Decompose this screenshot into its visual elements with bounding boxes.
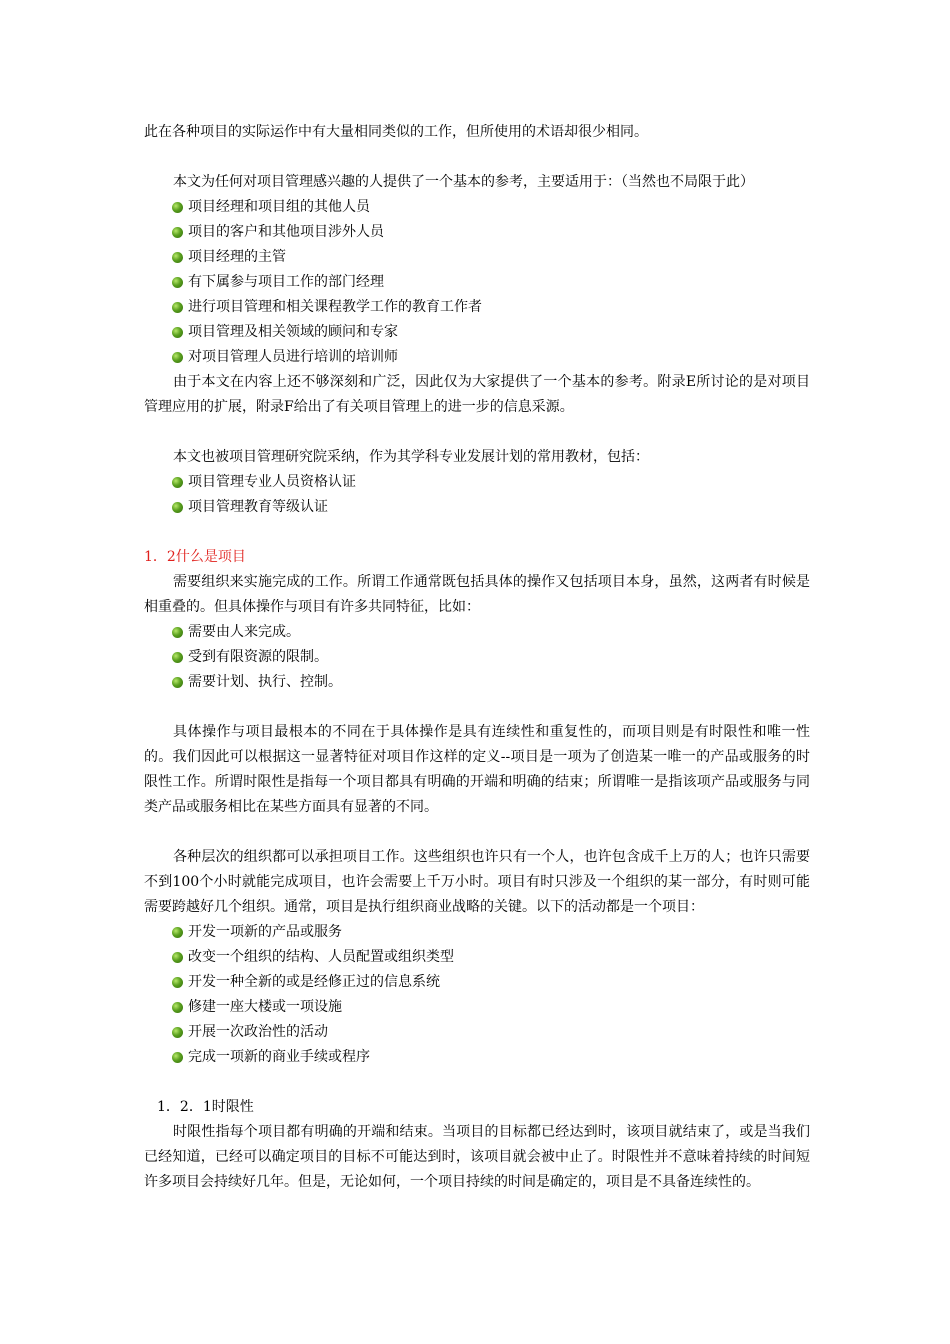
section-heading-1-2-1: 1．2．1时限性 <box>157 1099 254 1115</box>
green-bullet-icon <box>172 327 183 338</box>
section-1-2-paragraph-2: 具体操作与项目最根本的不同在于具体操作是具有连续性和重复性的，而项目则是有时限性和唯一性的。我们因此可以根据这一显著特征对项目作这样的定义--项目是一项为了创造某一唯一的产品或服务的时限性工作。所谓时限性是指每一个项目都具有明确的开端和明确的结束；所谓唯一是指该项产品或服务与同类产品或服务相比在某些方面具有显著的不同。 <box>144 724 810 815</box>
intro-paragraph-3: 本文也被项目管理研究院采纳，作为其学科专业发展计划的常用教材，包括： <box>173 449 649 465</box>
list-item: 改变一个组织的结构、人员配置或组织类型 <box>144 945 810 970</box>
list-item: 项目经理的主管 <box>144 245 810 270</box>
list-item: 开发一种全新的或是经修正过的信息系统 <box>144 970 810 995</box>
green-bullet-icon <box>172 952 183 963</box>
green-bullet-icon <box>172 277 183 288</box>
list-item: 修建一座大楼或一项设施 <box>144 995 810 1020</box>
list-item: 项目管理及相关领域的顾问和专家 <box>144 320 810 345</box>
list-item: 受到有限资源的限制。 <box>144 645 810 670</box>
list-item: 项目管理专业人员资格认证 <box>144 470 810 495</box>
list-item: 项目管理教育等级认证 <box>144 495 810 520</box>
certification-list <box>144 470 810 520</box>
spacer <box>144 520 810 545</box>
section-heading-1-2: 1．2什么是项目 <box>144 549 246 565</box>
green-bullet-icon <box>172 202 183 213</box>
green-bullet-icon <box>172 1027 183 1038</box>
green-bullet-icon <box>172 302 183 313</box>
examples-list <box>144 920 810 1070</box>
spacer <box>144 145 810 170</box>
spacer <box>144 1070 810 1095</box>
green-bullet-icon <box>172 352 183 363</box>
section-1-2-paragraph-1: 需要组织来实施完成的工作。所谓工作通常既包括具体的操作又包括项目本身，虽然，这两者有时候是相重叠的。但具体操作与项目有许多共同特征，比如： <box>144 574 810 615</box>
spacer <box>144 695 810 720</box>
green-bullet-icon <box>172 252 183 263</box>
list-item: 有下属参与项目工作的部门经理 <box>144 270 810 295</box>
green-bullet-icon <box>172 1052 183 1063</box>
list-item: 对项目管理人员进行培训的培训师 <box>144 345 810 370</box>
green-bullet-icon <box>172 652 183 663</box>
list-item: 开展一次政治性的活动 <box>144 1020 810 1045</box>
spacer <box>144 820 810 845</box>
intro-paragraph-1: 本文为任何对项目管理感兴趣的人提供了一个基本的参考，主要适用于：（当然也不局限于此） <box>173 174 754 190</box>
green-bullet-icon <box>172 677 183 688</box>
intro-paragraph-0: 此在各种项目的实际运作中有大量相同类似的工作，但所使用的术语却很少相同。 <box>144 124 648 140</box>
list-item: 完成一项新的商业手续或程序 <box>144 1045 810 1070</box>
list-item: 开发一项新的产品或服务 <box>144 920 810 945</box>
list-item: 项目的客户和其他项目涉外人员 <box>144 220 810 245</box>
section-1-2-paragraph-3: 各种层次的组织都可以承担项目工作。这些组织也许只有一个人，也许包含成千上万的人；也许只需要不到100个小时就能完成项目，也许会需要上千万小时。项目有时只涉及一个组织的某一部分，有时则可能需要跨越好几个组织。通常，项目是执行组织商业战略的关键。以下的活动都是一个项目： <box>144 849 810 915</box>
green-bullet-icon <box>172 927 183 938</box>
green-bullet-icon <box>172 227 183 238</box>
features-list <box>144 620 810 695</box>
list-item: 进行项目管理和相关课程教学工作的教育工作者 <box>144 295 810 320</box>
spacer <box>144 420 810 445</box>
section-1-2-1-paragraph-1: 时限性指每个项目都有明确的开端和结束。当项目的目标都已经达到时，该项目就结束了，或是当我们已经知道，已经可以确定项目的目标不可能达到时，该项目就会被中止了。时限性并不意味着持续的时间短许多项目会持续好几年。但是，无论如何，一个项目持续的时间是确定的，项目是不具备连续性的。 <box>144 1124 810 1190</box>
audience-list <box>144 195 810 370</box>
green-bullet-icon <box>172 627 183 638</box>
list-item: 需要计划、执行、控制。 <box>144 670 810 695</box>
green-bullet-icon <box>172 477 183 488</box>
green-bullet-icon <box>172 977 183 988</box>
list-item: 需要由人来完成。 <box>144 620 810 645</box>
document-body <box>144 120 810 1195</box>
green-bullet-icon <box>172 1002 183 1013</box>
green-bullet-icon <box>172 502 183 513</box>
intro-paragraph-2: 由于本文在内容上还不够深刻和广泛，因此仅为大家提供了一个基本的参考。附录E所讨论的是对项目管理应用的扩展，附录F给出了有关项目管理上的进一步的信息采源。 <box>144 374 810 415</box>
list-item: 项目经理和项目组的其他人员 <box>144 195 810 220</box>
